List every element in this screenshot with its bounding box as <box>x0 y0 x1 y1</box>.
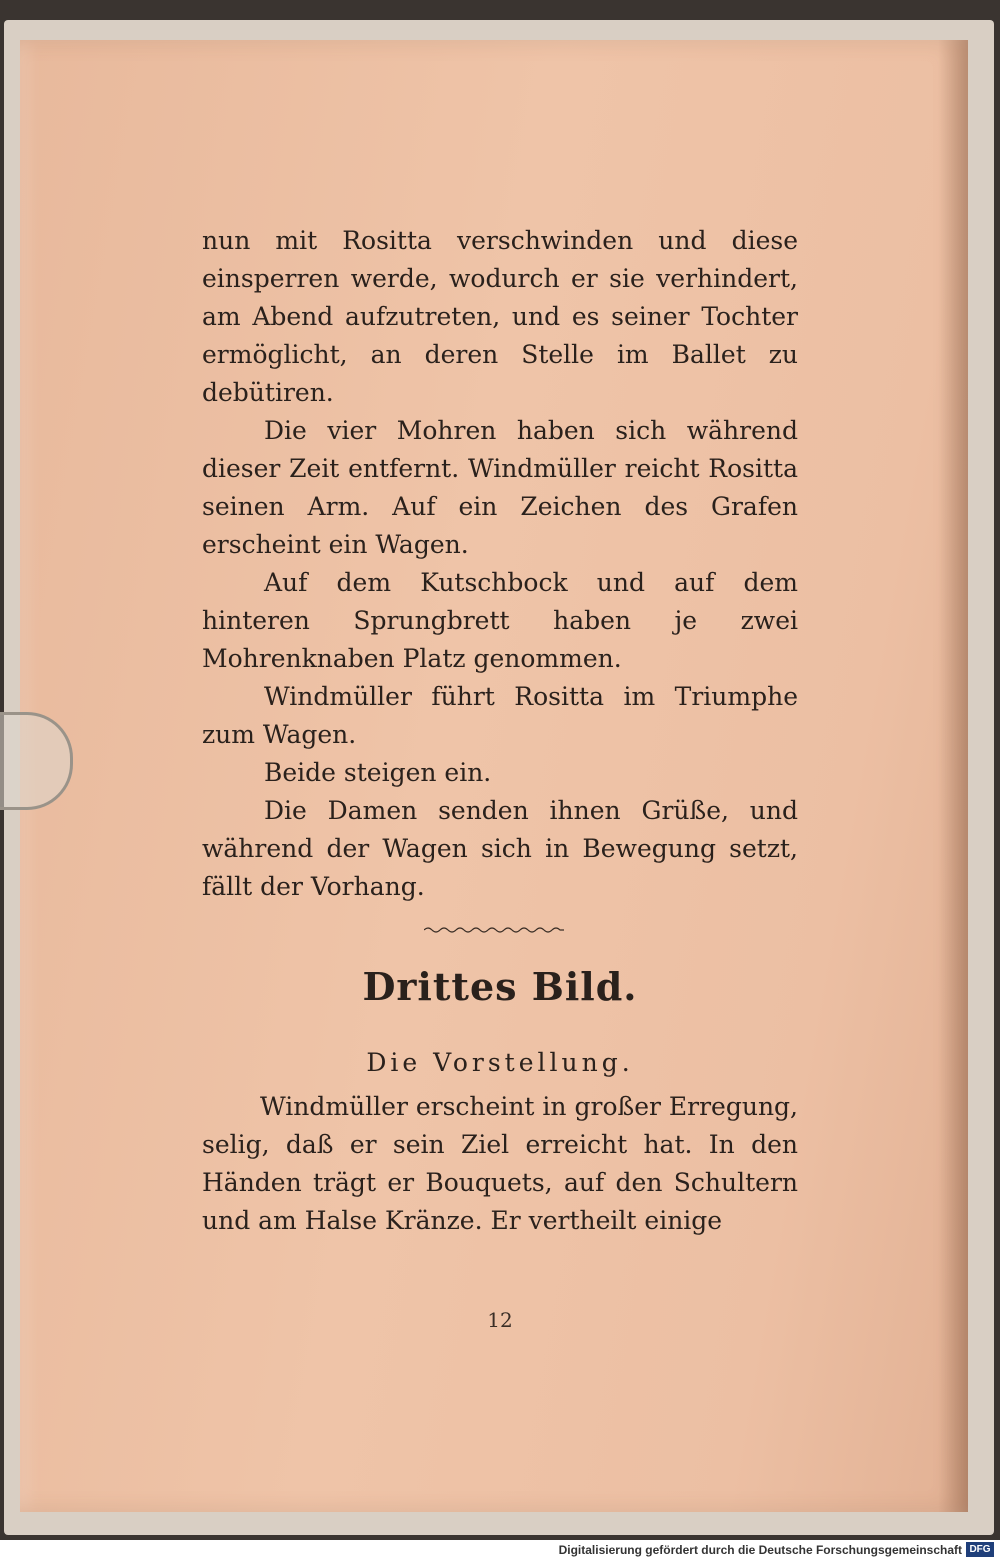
paragraph-3: Auf dem Kutschbock und auf dem hinteren Sprungbrett haben je zwei Mohrenknaben Platz genommen. <box>202 568 798 673</box>
paragraph-5: Beide steigen ein. <box>264 758 492 787</box>
paragraph-6: Die Damen senden ihnen Grüße, und während der Wagen sich in Bewegung setzt, fällt der Vorhang. <box>202 796 798 901</box>
paragraph-7: Windmüller erscheint in großer Erregung, selig, daß er sein Ziel erreicht hat. In den Händen trägt er Bouquets, auf den Schultern und am Halse Kränze. Er vertheilt einige <box>202 1092 798 1235</box>
section-heading: Drittes Bild. <box>362 964 638 1009</box>
footer-credit: Digitalisierung gefördert durch die Deutsche Forschungsgemeinschaft <box>558 1543 962 1557</box>
paragraph-2: Die vier Mohren haben sich während dieser Zeit entfernt. Windmüller reicht Rositta seinen Arm. Auf ein Zeichen des Grafen erscheint ein Wagen. <box>202 416 798 559</box>
ornamental-divider <box>424 926 564 934</box>
page-gutter-shadow <box>938 40 968 1512</box>
page-number: 12 <box>487 1308 513 1332</box>
paragraph-4: Windmüller führt Rositta im Triumphe zum Wagen. <box>202 682 798 749</box>
body-text-top <box>202 222 798 906</box>
section-subheading: Die Vorstellung. <box>366 1048 634 1077</box>
paragraph-1: nun mit Rositta verschwinden und diese einsperren werde, wodurch er sie verhindert, am Abend aufzutreten, und es seiner Tochter ermöglicht, an deren Stelle im Ballet zu debütiren. <box>202 226 798 407</box>
body-text-bottom <box>202 1088 798 1240</box>
dfg-logo-icon: DFG <box>966 1542 994 1557</box>
